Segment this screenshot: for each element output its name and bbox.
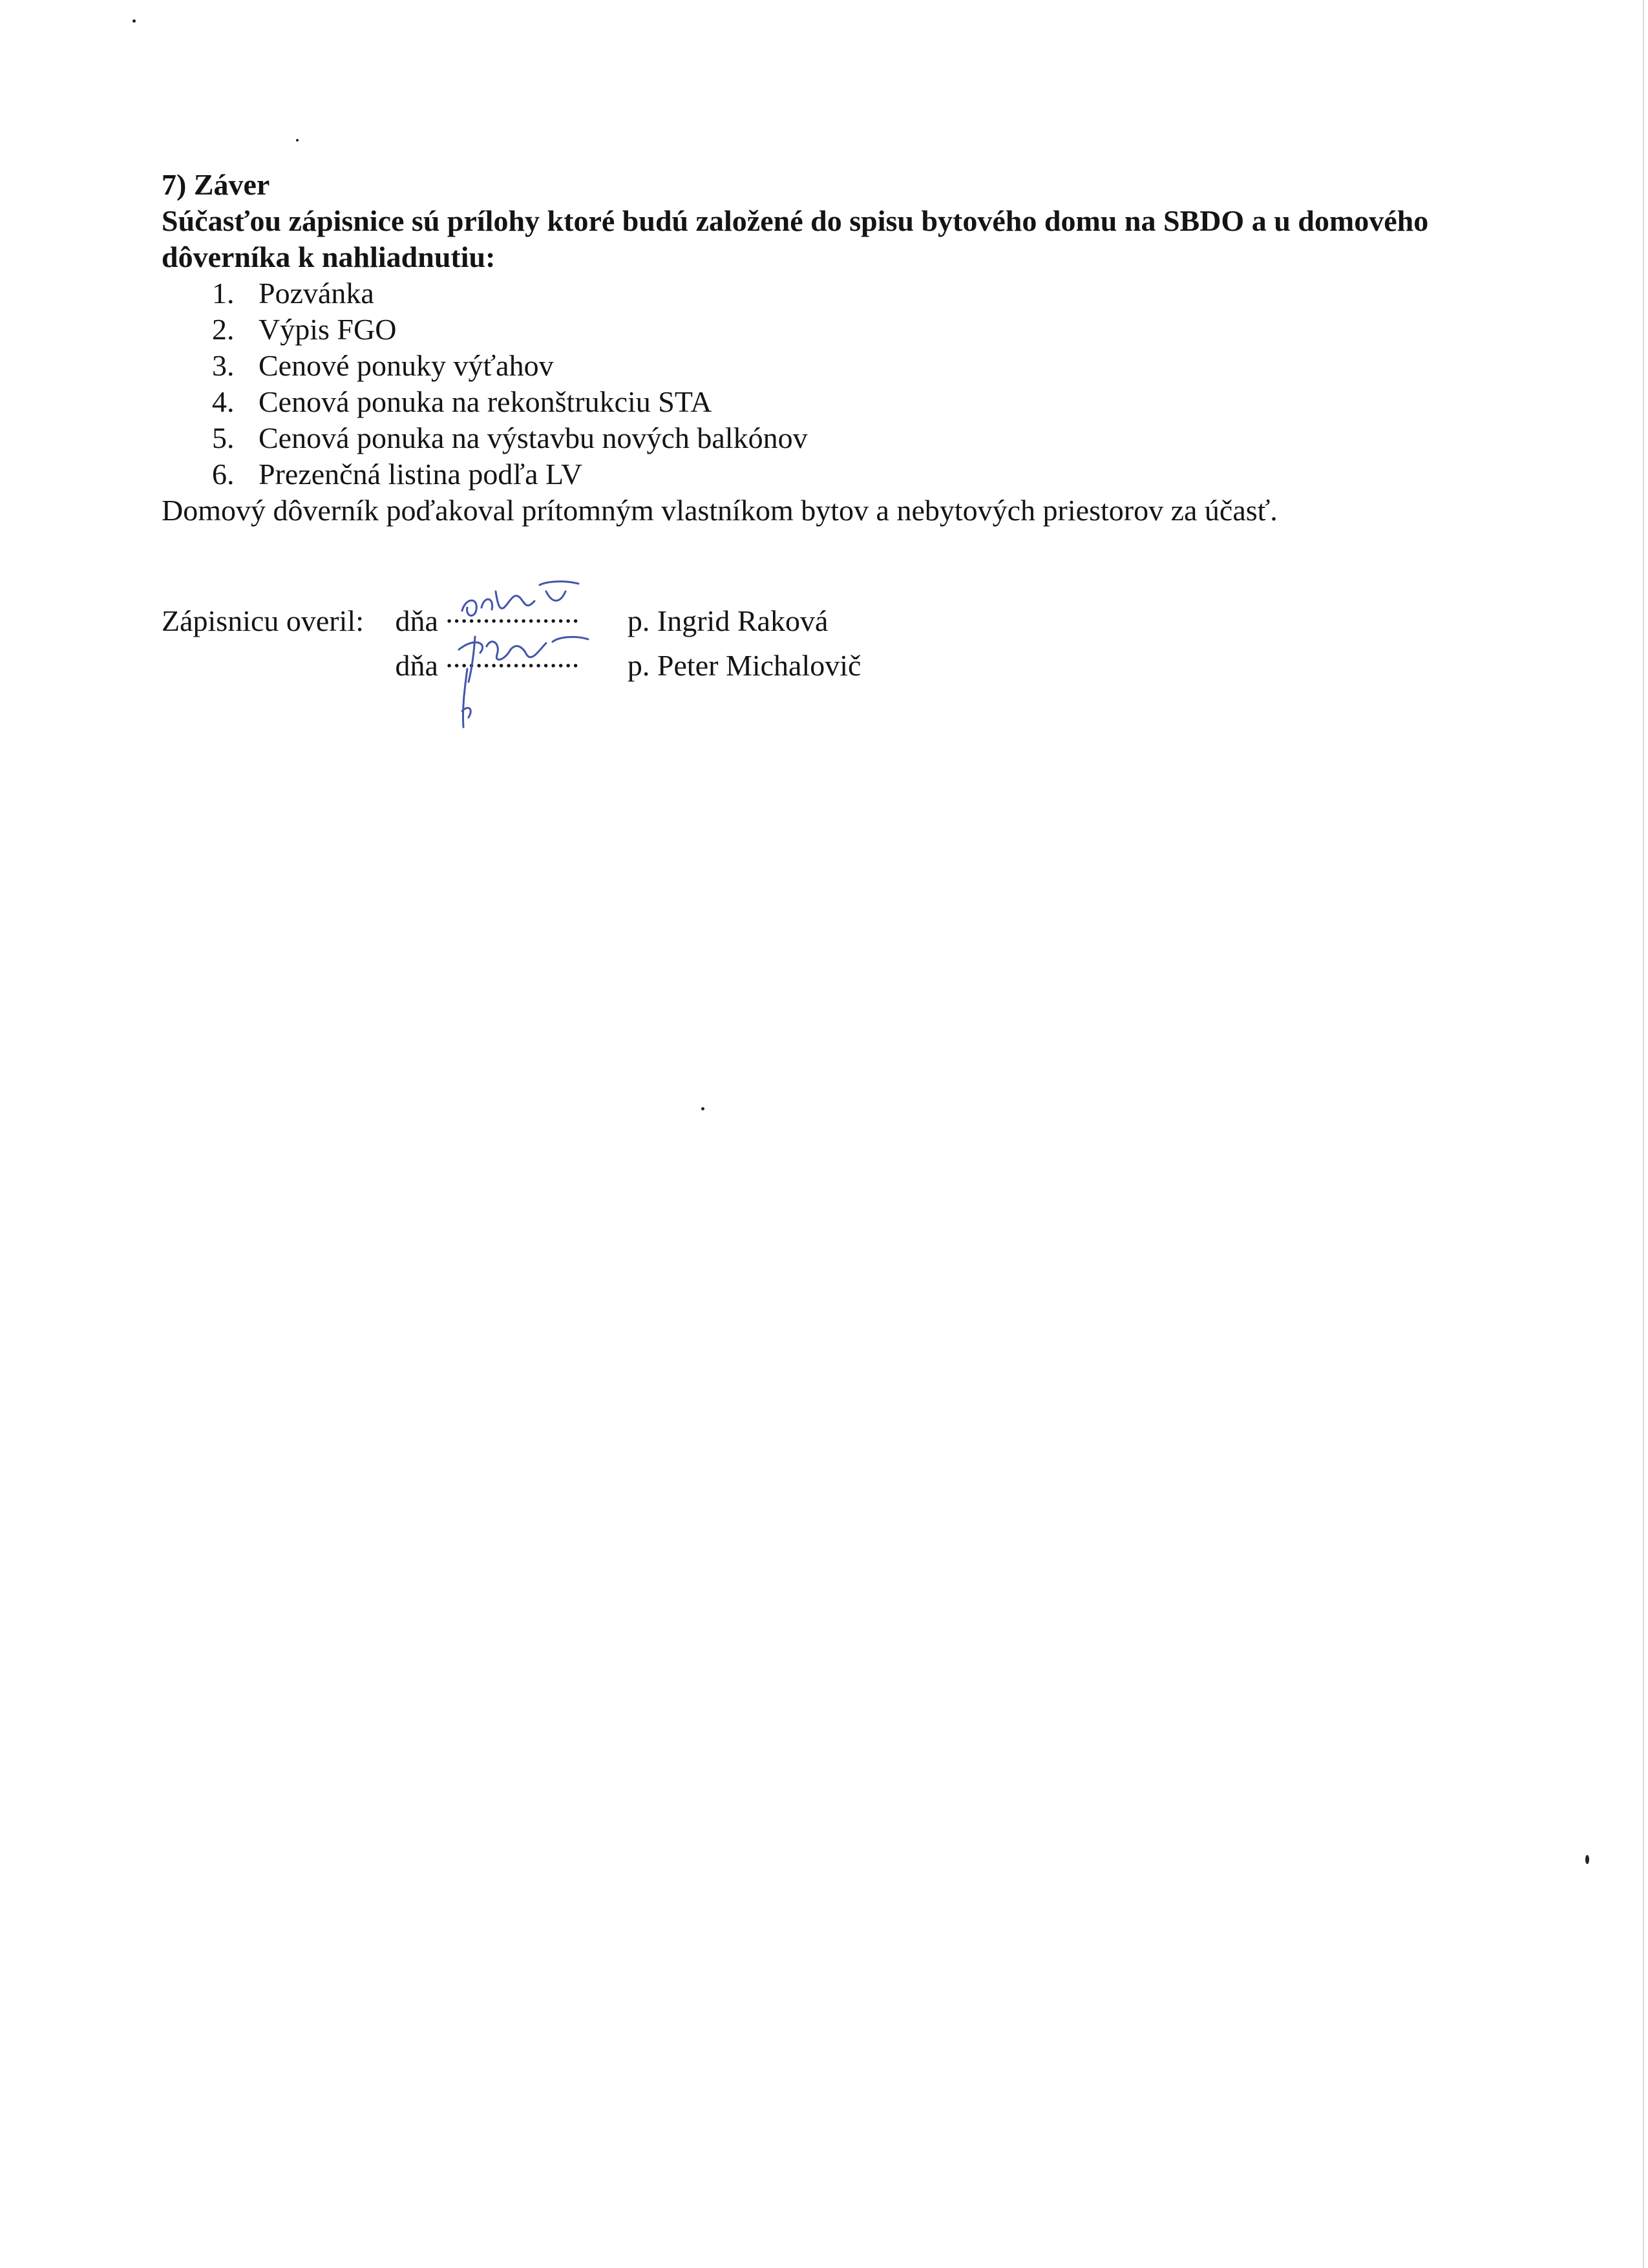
list-item-number: 6. bbox=[212, 458, 235, 491]
section-heading: 7) Záver bbox=[162, 168, 270, 201]
list-item bbox=[162, 420, 1461, 456]
date-prefix: dňa bbox=[395, 604, 438, 637]
minutes-conclusion bbox=[162, 167, 1461, 684]
list-item-number: 1. bbox=[212, 277, 235, 310]
attachments-lead-text: Súčasťou zápisnice sú prílohy ktoré budú založené do spisu bytového domu na SBDO a u domového dôverníka k nahliadnutiu: bbox=[162, 204, 1429, 273]
scan-speck bbox=[1585, 1855, 1589, 1864]
attachments-list bbox=[162, 275, 1461, 493]
list-item-label: Cenová ponuka na rekonštrukciu STA bbox=[259, 385, 712, 418]
date-dots: .................. bbox=[445, 641, 580, 673]
list-item bbox=[162, 384, 1461, 420]
list-item bbox=[162, 312, 1461, 348]
handwritten-signature-icon bbox=[449, 572, 598, 730]
scan-speck bbox=[132, 19, 136, 23]
verification-row-2 bbox=[162, 639, 1461, 684]
date-prefix: dňa bbox=[395, 649, 438, 682]
list-item-number: 5. bbox=[212, 421, 235, 454]
list-item-label: Cenové ponuky výťahov bbox=[259, 349, 554, 382]
thanks-paragraph: Domový dôverník poďakoval prítomným vlastníkom bytov a nebytových priestorov za účasť. bbox=[162, 494, 1278, 527]
verification-row-1 bbox=[162, 595, 1461, 639]
list-item bbox=[162, 456, 1461, 493]
scan-speck bbox=[296, 139, 299, 142]
list-item-label: Prezenčná listina podľa LV bbox=[259, 458, 583, 491]
verification-label: Zápisnicu overil: bbox=[162, 604, 364, 637]
list-item-number: 2. bbox=[212, 313, 235, 346]
list-item bbox=[162, 275, 1461, 312]
verifier-name: p. Ingrid Raková bbox=[627, 604, 829, 637]
scan-edge-line bbox=[1643, 0, 1644, 2268]
list-item-label: Výpis FGO bbox=[259, 313, 397, 346]
list-item bbox=[162, 348, 1461, 384]
list-item-label: Pozvánka bbox=[259, 277, 374, 310]
verifier-name: p. Peter Michalovič bbox=[627, 649, 861, 682]
scan-speck bbox=[701, 1107, 704, 1110]
list-item-label: Cenová ponuka na výstavbu nových balkónov bbox=[259, 421, 808, 454]
spacer bbox=[162, 558, 1461, 595]
list-item-number: 3. bbox=[212, 349, 235, 382]
date-dots: .................. bbox=[445, 596, 580, 629]
list-item-number: 4. bbox=[212, 385, 235, 418]
